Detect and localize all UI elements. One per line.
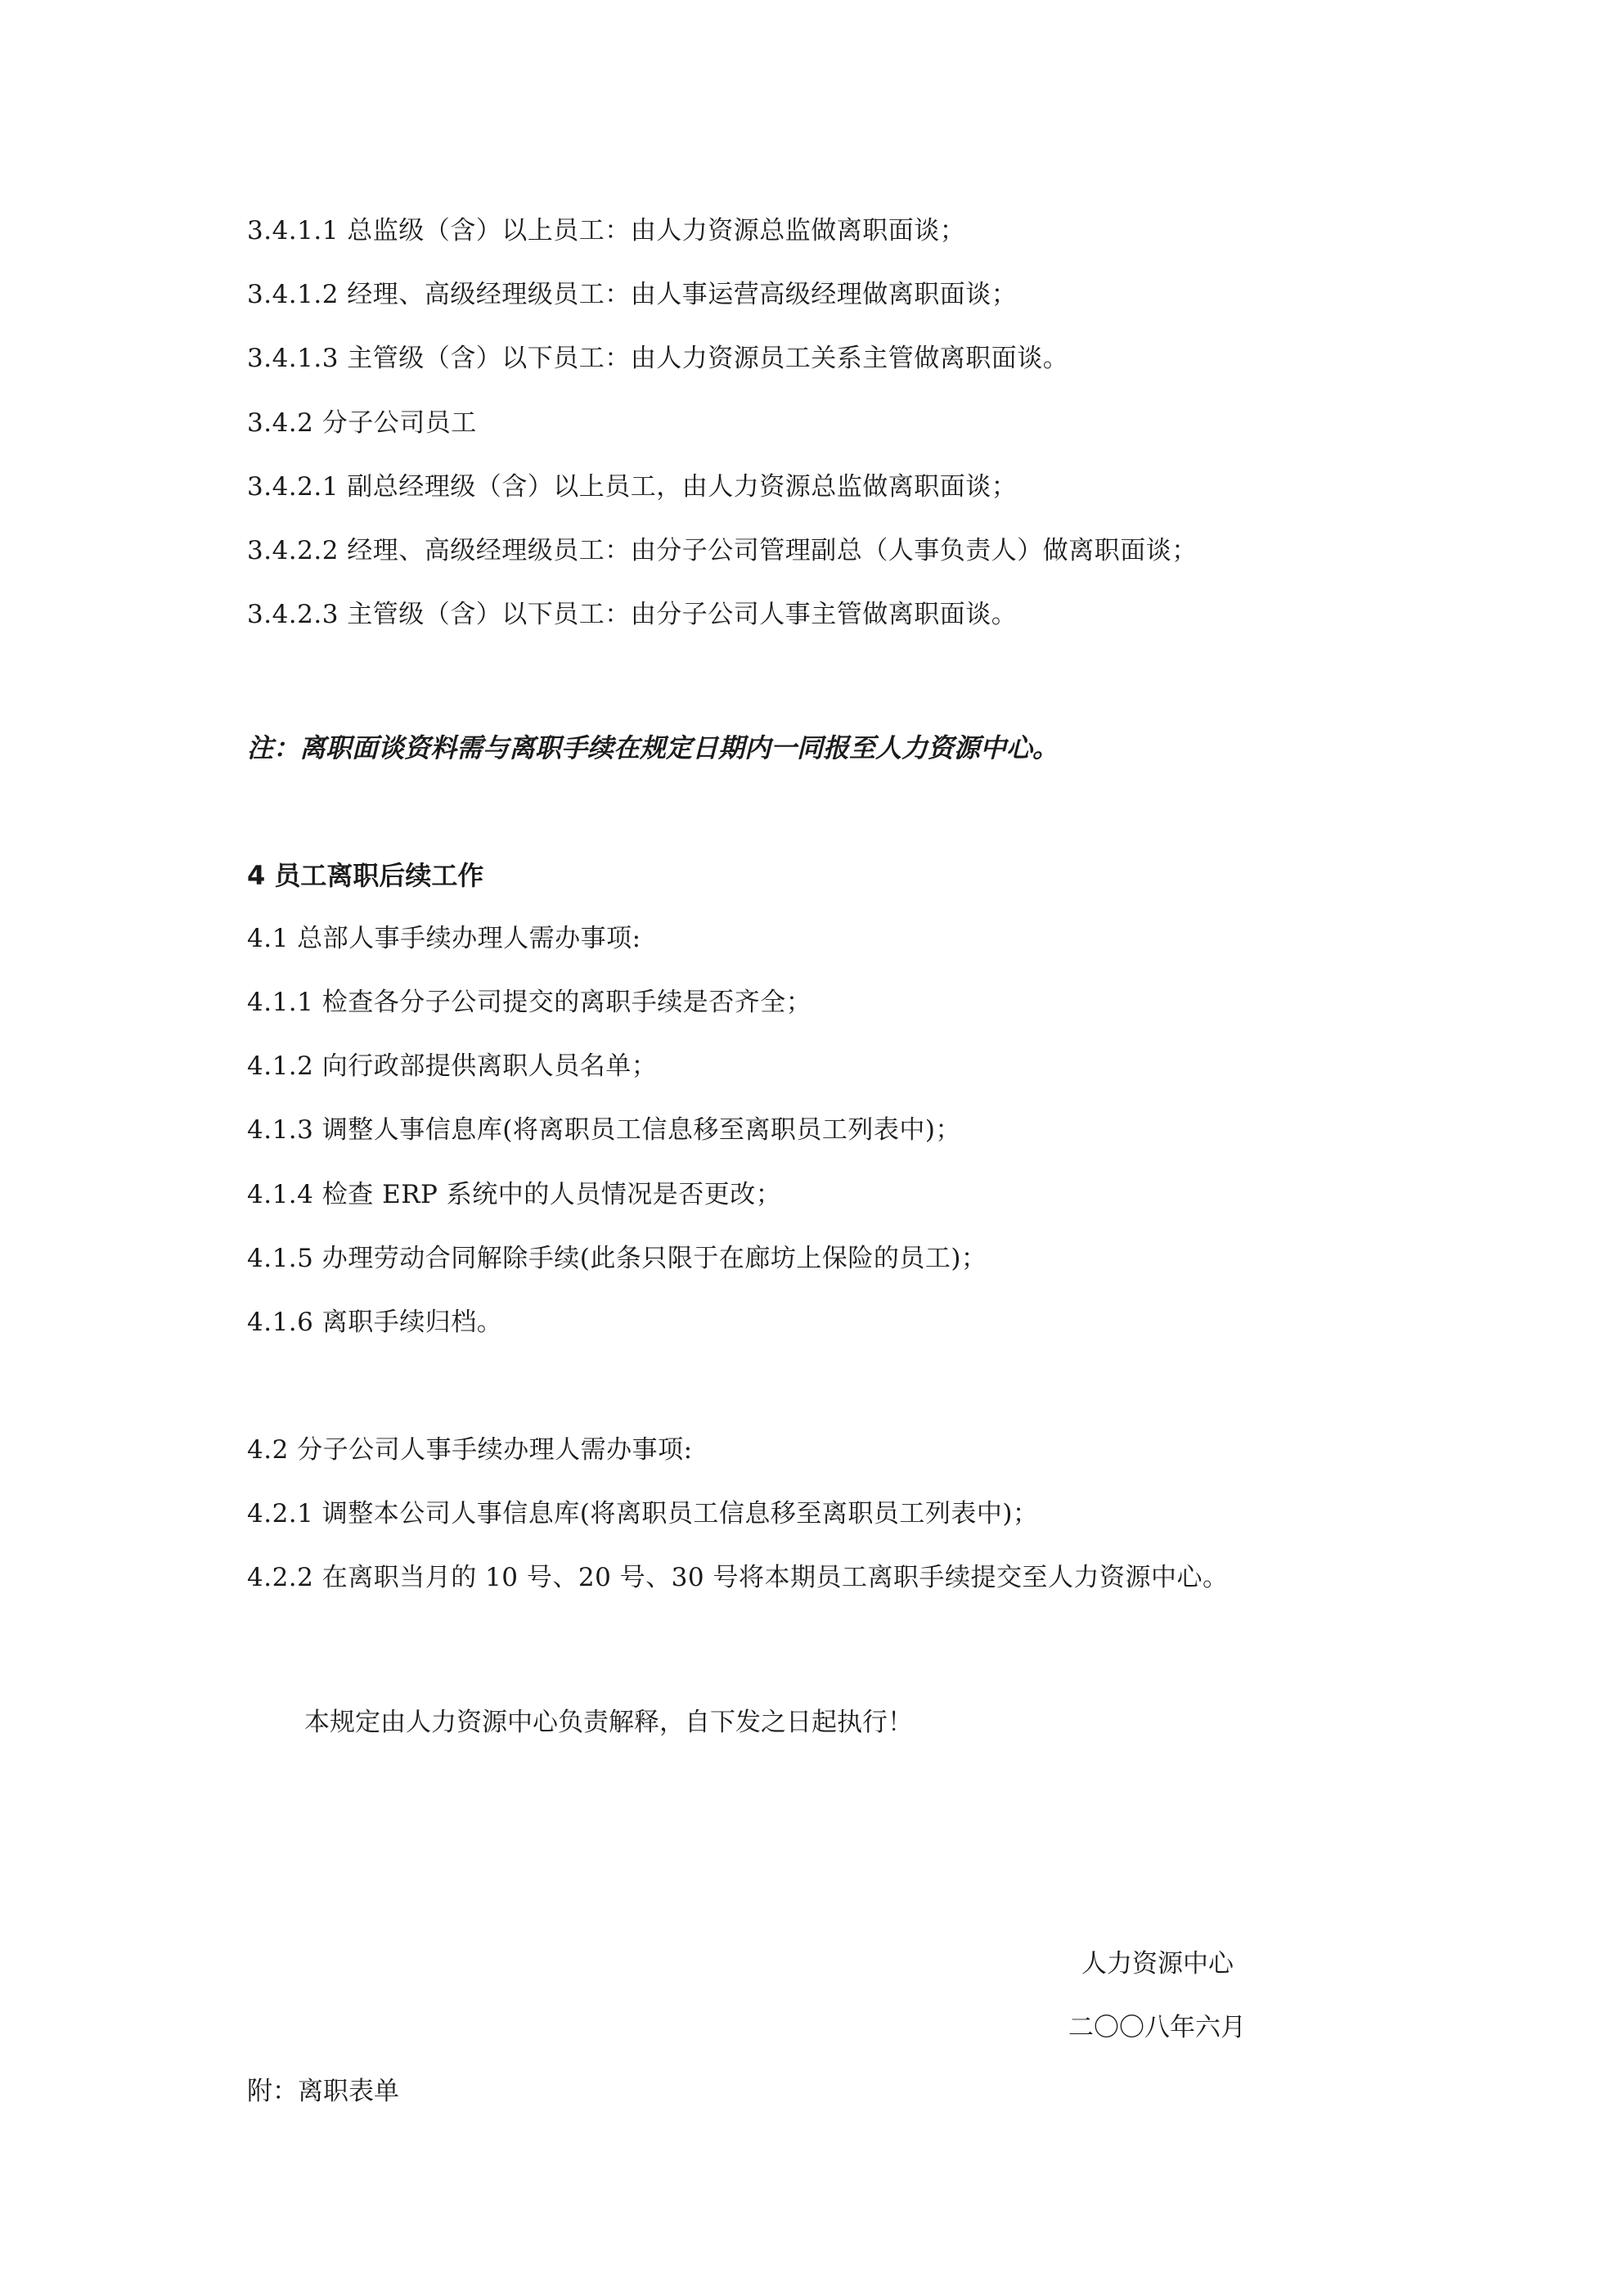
signature-date: 二〇〇八年六月: [1068, 2013, 1246, 2042]
clause-4-1-6: 4.1.6 离职手续归档。: [247, 1308, 503, 1337]
clause-4-1-1: 4.1.1 检查各分子公司提交的离职手续是否齐全；: [247, 988, 812, 1017]
closing-statement: 本规定由人力资源中心负责解释，自下发之日起执行！: [304, 1708, 913, 1737]
clause-3-4-2-2: 3.4.2.2 经理、高级经理级员工：由分子公司管理副总（人事负责人）做离职面谈；: [247, 536, 1198, 565]
clause-4-2: 4.2 分子公司人事手续办理人需办事项:: [247, 1435, 693, 1465]
clause-4-1-2: 4.1.2 向行政部提供离职人员名单；: [247, 1051, 658, 1081]
clause-3-4-2-3: 3.4.2.3 主管级（含）以下员工：由分子公司人事主管做离职面谈。: [247, 600, 1018, 629]
section-4-heading: 4 员工离职后续工作: [247, 860, 484, 891]
clause-3-4-1-2: 3.4.1.2 经理、高级经理级员工：由人事运营高级经理做离职面谈；: [247, 280, 1018, 309]
clause-4-1: 4.1 总部人事手续办理人需办事项:: [247, 924, 641, 953]
clause-3-4-2-1: 3.4.2.1 副总经理级（含）以上员工，由人力资源总监做离职面谈；: [247, 472, 1018, 502]
attachment-note: 附：离职表单: [247, 2077, 399, 2106]
clause-4-2-2: 4.2.2 在离职当月的 10 号、20 号、30 号将本期员工离职手续提交至人力资源中心。: [247, 1563, 1229, 1592]
clause-4-2-1: 4.2.1 调整本公司人事信息库(将离职员工信息移至离职员工列表中)；: [247, 1499, 1039, 1528]
clause-3-4-2: 3.4.2 分子公司员工: [247, 408, 477, 438]
clause-4-1-4: 4.1.4 检查 ERP 系统中的人员情况是否更改；: [247, 1180, 782, 1209]
note-text: 注：离职面谈资料需与离职手续在规定日期内一同报至人力资源中心。: [247, 732, 1059, 763]
clause-3-4-1-3: 3.4.1.3 主管级（含）以下员工：由人力资源员工关系主管做离职面谈。: [247, 344, 1069, 373]
clause-3-4-1-1: 3.4.1.1 总监级（含）以上员工：由人力资源总监做离职面谈；: [247, 216, 966, 245]
clause-4-1-3: 4.1.3 调整人事信息库(将离职员工信息移至离职员工列表中)；: [247, 1115, 961, 1145]
signature-department: 人力资源中心: [1081, 1949, 1234, 1979]
clause-4-1-5: 4.1.5 办理劳动合同解除手续(此条只限于在廊坊上保险的员工)；: [247, 1244, 987, 1273]
